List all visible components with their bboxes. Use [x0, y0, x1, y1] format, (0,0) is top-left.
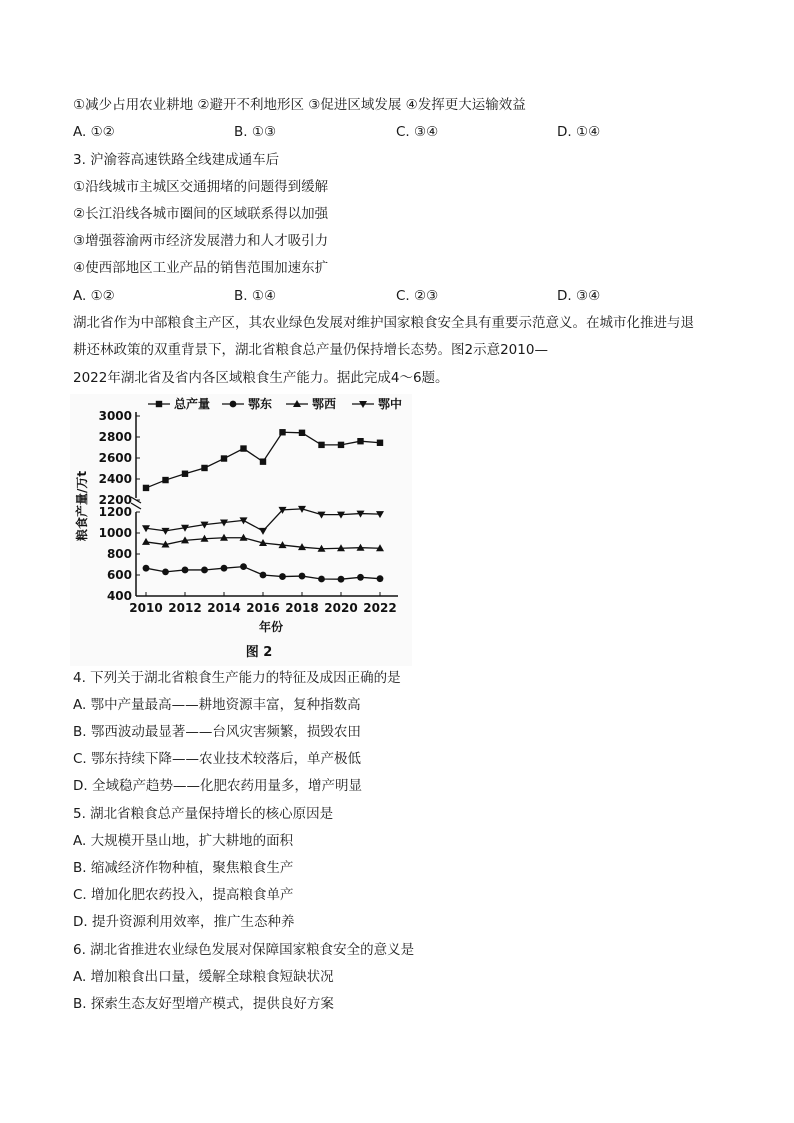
point-s0-2015	[240, 445, 246, 451]
q5-option-a: A. 大规模开垦山地，扩大耕地的面积	[73, 833, 294, 849]
legend-label-3: 鄂中	[378, 397, 403, 411]
point-s1-2019	[318, 576, 325, 583]
point-s1-2010	[143, 565, 150, 572]
legend-label-0: 总产量	[174, 397, 211, 411]
point-s0-2021	[357, 438, 363, 444]
material-line-3: 2022年湖北省及省内各区域粮食生产能力。据此完成4～6题。	[73, 370, 449, 386]
figure-2-chart	[70, 394, 412, 666]
material-line-1: 湖北省作为中部粮食主产区，其农业绿色发展对维护国家粮食安全具有重要示范意义。在城市化推进与退	[73, 315, 694, 331]
y-tick-label-lower-1: 1000	[98, 526, 132, 540]
y-tick-label-lower-0: 1200	[98, 505, 132, 519]
point-s0-2011	[162, 477, 168, 483]
q5-stem: 5. 湖北省粮食总产量保持增长的核心原因是	[73, 806, 334, 822]
q4-option-d: D. 全域稳产趋势——化肥农药用量多，增产明显	[73, 778, 362, 794]
q2-option-a: A. ①②	[73, 124, 115, 140]
x-tick-label-1: 2012	[168, 601, 202, 615]
q3-item-4: ④使西部地区工业产品的销售范围加速东扩	[73, 260, 329, 276]
q3-option-b: B. ①④	[234, 288, 277, 304]
x-tick-label-4: 2018	[285, 601, 319, 615]
q4-stem: 4. 下列关于湖北省粮食生产能力的特征及成因正确的是	[73, 670, 401, 686]
y-tick-label-upper-3: 2400	[98, 472, 132, 486]
material-line-2: 耕还林政策的双重背景下，湖北省粮食总产量仍保持增长态势。图2示意2010—	[73, 342, 548, 358]
q6-option-b: B. 探索生态友好型增产模式，提供良好方案	[73, 996, 334, 1012]
legend-marker-0	[156, 401, 162, 407]
q2-option-d: D. ①④	[557, 124, 601, 140]
q3-option-a: A. ①②	[73, 288, 115, 304]
point-s1-2017	[279, 573, 286, 580]
y-tick-label-lower-4: 400	[106, 589, 132, 603]
q5-option-d: D. 提升资源利用效率，推广生态种养	[73, 914, 295, 930]
q5-option-b: B. 缩减经济作物种植，聚焦粮食生产	[73, 860, 294, 876]
y-tick-label-lower-2: 800	[106, 547, 132, 561]
x-tick-label-3: 2016	[246, 601, 280, 615]
point-s1-2011	[162, 568, 169, 575]
point-s1-2012	[182, 567, 189, 574]
q2-option-b: B. ①③	[234, 124, 277, 140]
point-s1-2014	[221, 565, 228, 572]
q5-option-c: C. 增加化肥农药投入，提高粮食单产	[73, 887, 294, 903]
x-axis-title: 年份	[258, 620, 284, 634]
point-s0-2016	[260, 458, 266, 464]
point-s0-2012	[182, 471, 188, 477]
point-s1-2013	[201, 567, 208, 574]
point-s0-2014	[221, 455, 227, 461]
q6-option-a: A. 增加粮食出口量，缓解全球粮食短缺状况	[73, 969, 334, 985]
q3-item-1: ①沿线城市主城区交通拥堵的问题得到缓解	[73, 179, 329, 195]
q6-stem: 6. 湖北省推进农业绿色发展对保障国家粮食安全的意义是	[73, 942, 415, 958]
y-tick-label-upper-2: 2600	[98, 451, 132, 465]
point-s1-2020	[338, 576, 345, 583]
point-s0-2013	[201, 465, 207, 471]
point-s0-2018	[299, 430, 305, 436]
x-tick-label-6: 2022	[363, 601, 397, 615]
q4-option-c: C. 鄂东持续下降——农业技术较落后，单产极低	[73, 751, 362, 767]
y-tick-label-lower-3: 600	[106, 568, 132, 582]
point-s1-2022	[377, 575, 384, 582]
point-s0-2017	[279, 429, 285, 435]
point-s1-2018	[299, 573, 306, 580]
q4-option-b: B. 鄂西波动最显著——台风灾害频繁，损毁农田	[73, 724, 361, 740]
q3-item-2: ②长江沿线各城市圈间的区域联系得以加强	[73, 206, 329, 222]
point-s0-2010	[143, 485, 149, 491]
point-s0-2020	[338, 442, 344, 448]
point-s1-2021	[357, 574, 364, 581]
q3-item-3: ③增强蓉渝两市经济发展潜力和人才吸引力	[73, 233, 329, 249]
point-s0-2019	[318, 442, 324, 448]
q2-statement: ①减少占用农业耕地 ②避开不利地形区 ③促进区域发展 ④发挥更大运输效益	[73, 97, 526, 113]
q3-option-d: D. ③④	[557, 288, 601, 304]
q4-option-a: A. 鄂中产量最高——耕地资源丰富，复种指数高	[73, 697, 361, 713]
point-s0-2022	[377, 440, 383, 446]
q3-stem: 3. 沪渝蓉高速铁路全线建成通车后	[73, 152, 280, 168]
x-tick-label-2: 2014	[207, 601, 241, 615]
q3-option-c: C. ②③	[396, 288, 439, 304]
legend-marker-1	[230, 401, 237, 408]
legend-label-2: 鄂西	[312, 397, 337, 411]
y-tick-label-upper-0: 3000	[98, 409, 132, 423]
x-tick-label-5: 2020	[324, 601, 358, 615]
point-s1-2016	[260, 572, 267, 579]
point-s1-2015	[240, 563, 247, 570]
y-tick-label-upper-4: 2200	[98, 493, 132, 507]
q2-option-c: C. ③④	[396, 124, 439, 140]
y-tick-label-upper-1: 2800	[98, 430, 132, 444]
figure-caption: 图 2	[245, 645, 273, 660]
y-axis-title: 粮食产量/万t	[75, 470, 89, 542]
x-tick-label-0: 2010	[129, 601, 163, 615]
legend-label-1: 鄂东	[248, 397, 273, 411]
